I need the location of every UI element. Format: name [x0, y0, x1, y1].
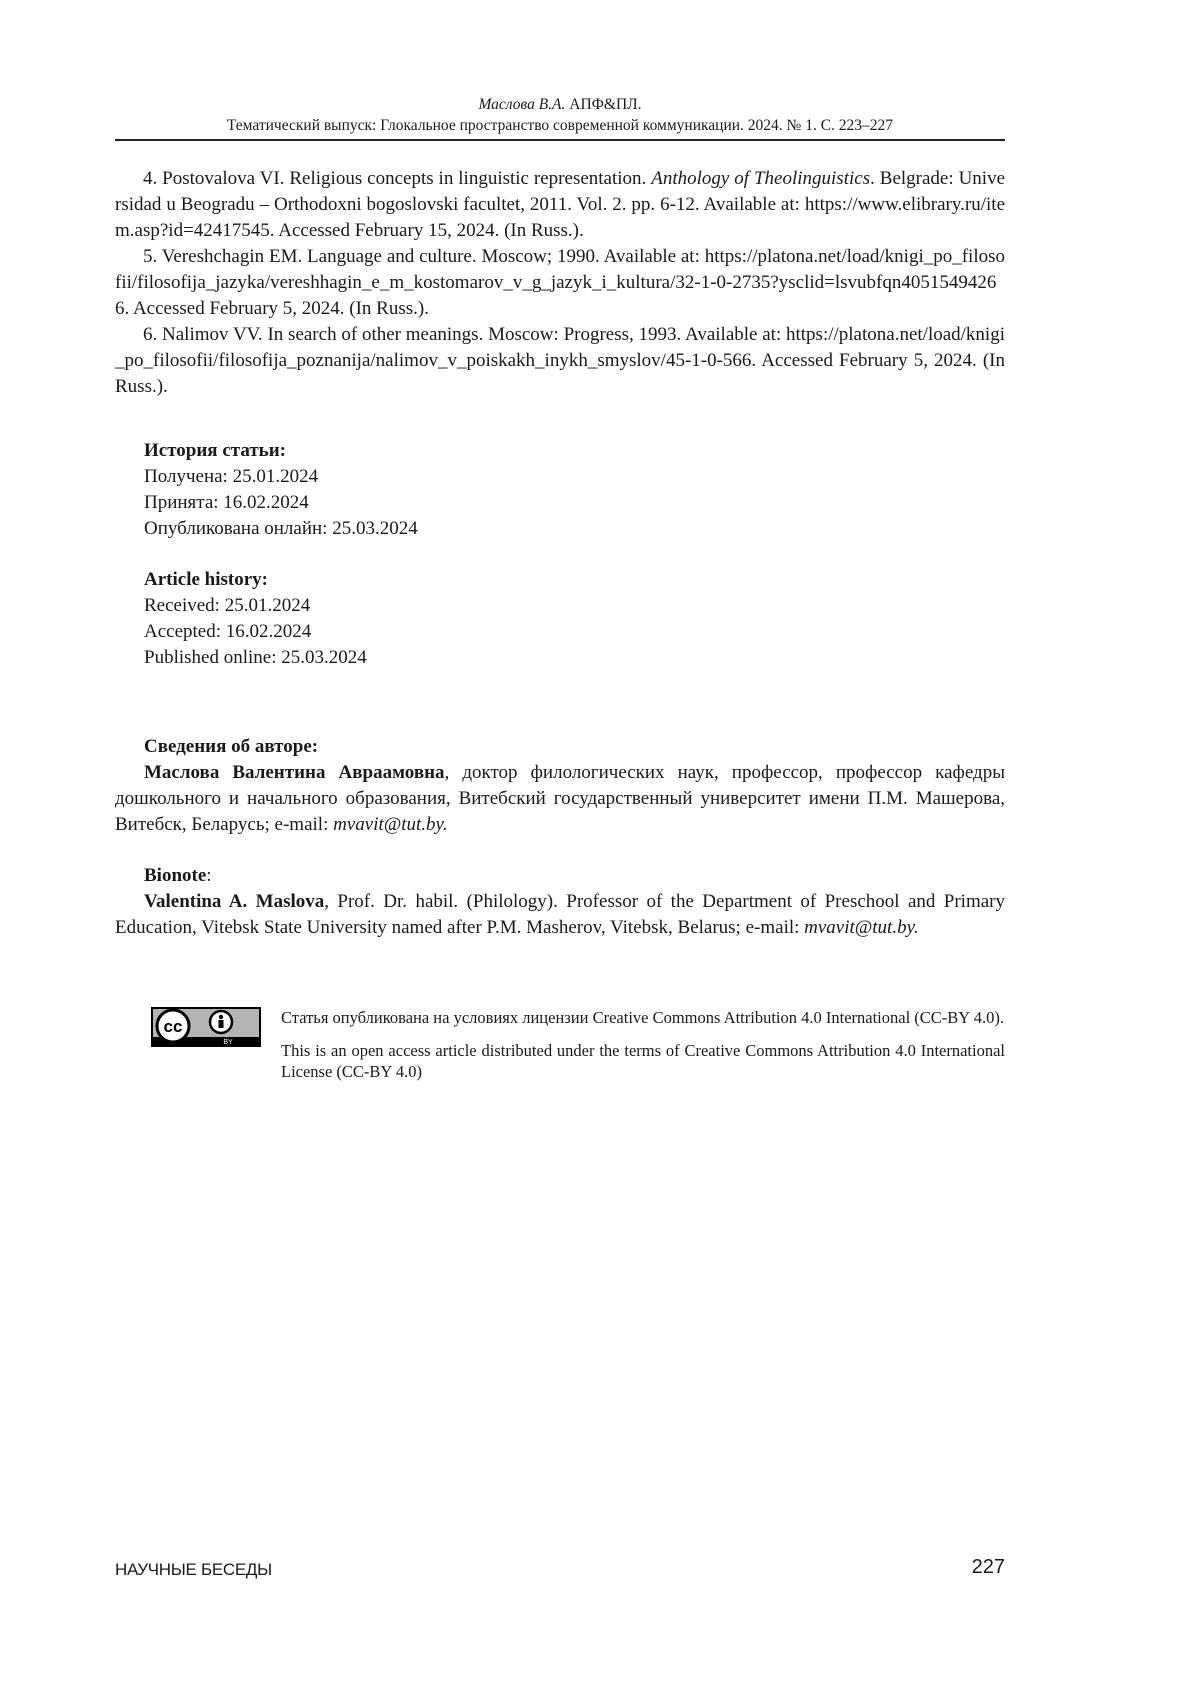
bionote-title-text: Bionote: [144, 865, 207, 886]
running-head-author: Маслова В.А.: [478, 96, 566, 113]
cc-mark: cc: [163, 1017, 183, 1036]
header-rule: [115, 139, 1005, 141]
history-en-published: Published online: 25.03.2024: [144, 647, 367, 668]
author-en-details: , Prof. Dr. habil. (Philology). Professor of the Department of Preschool and Primary Education, Vitebsk State University named after P.M. Masherov, Vitebsk, Belarus; e-mail:: [115, 891, 1005, 938]
author-ru-name: Маслова Валентина Авраамовна: [144, 762, 445, 783]
history-ru-title: История статьи:: [144, 440, 286, 461]
running-head-line-1: [115, 94, 1005, 115]
reference-text: 6. Nalimov VV. In search of other meanings. Moscow: Progress, 1993. Available at: https://platona.net/load/knigi_po_filosofii/filosofija_poznanija/nalimov_v_poiskakh_inykh_smyslov/45-1-0-566. Accessed February 5, 2024. (In Russ.).: [115, 324, 1005, 397]
reference-item: [115, 244, 1005, 322]
reference-text: . Belgrade: Universidad u Beogradu – Orthodoxni bogoslovski facultet, 2011. Vol. 2. pp. 6-12. Available at: https://www.elibrary.ru/item.asp?id=42417545. Accessed February 15, 2024. (In Russ.).: [115, 168, 1005, 241]
page-number: 227: [971, 1556, 1005, 1578]
footer-journal-name: НАУЧНЫЕ БЕСЕДЫ: [115, 1560, 272, 1579]
author-ru-details: , доктор филологических наук, профессор, профессор кафедры дошкольного и начального образования, Витебский государственный университет имени П.М. Машерова, Витебск, Беларусь; e-mail:: [115, 762, 1005, 835]
attribution-person-head: [219, 1015, 223, 1019]
running-head-issue: Тематический выпуск: Глокальное пространство современной коммуникации. 2024. № 1. С. 223–227: [226, 117, 894, 134]
bionote-title-colon: :: [206, 865, 212, 886]
author-en-name: Valentina A. Maslova: [144, 891, 325, 912]
license-text-ru: Статья опубликована на условиях лицензии Creative Commons Attribution 4.0 International (CC-BY 4.0).: [281, 1008, 1004, 1027]
reference-text: 5. Vereshchagin EM. Language and culture. Moscow; 1990. Available at: https://platona.net/load/knigi_po_filosofii/filosofija_jazyka/vereshhagin_e_m_kostomarov_v_g_jazyk_i_kultura/32-1-0-2735?ysclid=lsvubfqn40515494266. Accessed February 5, 2024. (In Russ.).: [115, 246, 1005, 319]
author-en-email[interactable]: mvavit@tut.by.: [804, 917, 919, 938]
license-text: [281, 1007, 1005, 1094]
running-head-journal: АПФ&ПЛ.: [569, 96, 642, 113]
history-en-title: Article history:: [144, 569, 268, 590]
history-en-accepted: Accepted: 16.02.2024: [144, 621, 312, 642]
reference-item: [115, 166, 1005, 244]
running-head: [115, 94, 1005, 136]
attribution-person-body: [219, 1020, 224, 1028]
article-history-ru: [144, 438, 418, 542]
author-ru-title: Сведения об авторе:: [144, 736, 319, 757]
author-info-ru: [115, 734, 1005, 838]
reference-text: 4. Postovalova VI. Religious concepts in linguistic representation.: [143, 168, 652, 189]
author-info-en: [115, 863, 1005, 941]
history-ru-published: Опубликована онлайн: 25.03.2024: [144, 518, 418, 539]
article-history-en: [144, 567, 367, 671]
cc-by-license-icon[interactable]: [151, 1007, 261, 1047]
history-en-received: Received: 25.01.2024: [144, 595, 311, 616]
history-ru-received: Получена: 25.01.2024: [144, 466, 319, 487]
reference-item: [115, 322, 1005, 400]
author-ru-text: [115, 760, 1005, 838]
author-ru-email[interactable]: mvavit@tut.by.: [333, 814, 448, 835]
history-ru-accepted: Принята: 16.02.2024: [144, 492, 309, 513]
by-mark: BY: [223, 1039, 233, 1046]
reference-list: [115, 166, 1005, 400]
bionote-title: [115, 863, 1005, 889]
license-text-en: This is an open access article distributed under the terms of Creative Commons Attribution 4.0 International License (CC-BY 4.0): [281, 1041, 1005, 1081]
author-en-text: [115, 889, 1005, 941]
reference-source-title: Anthology of Theolinguistics: [651, 168, 871, 189]
